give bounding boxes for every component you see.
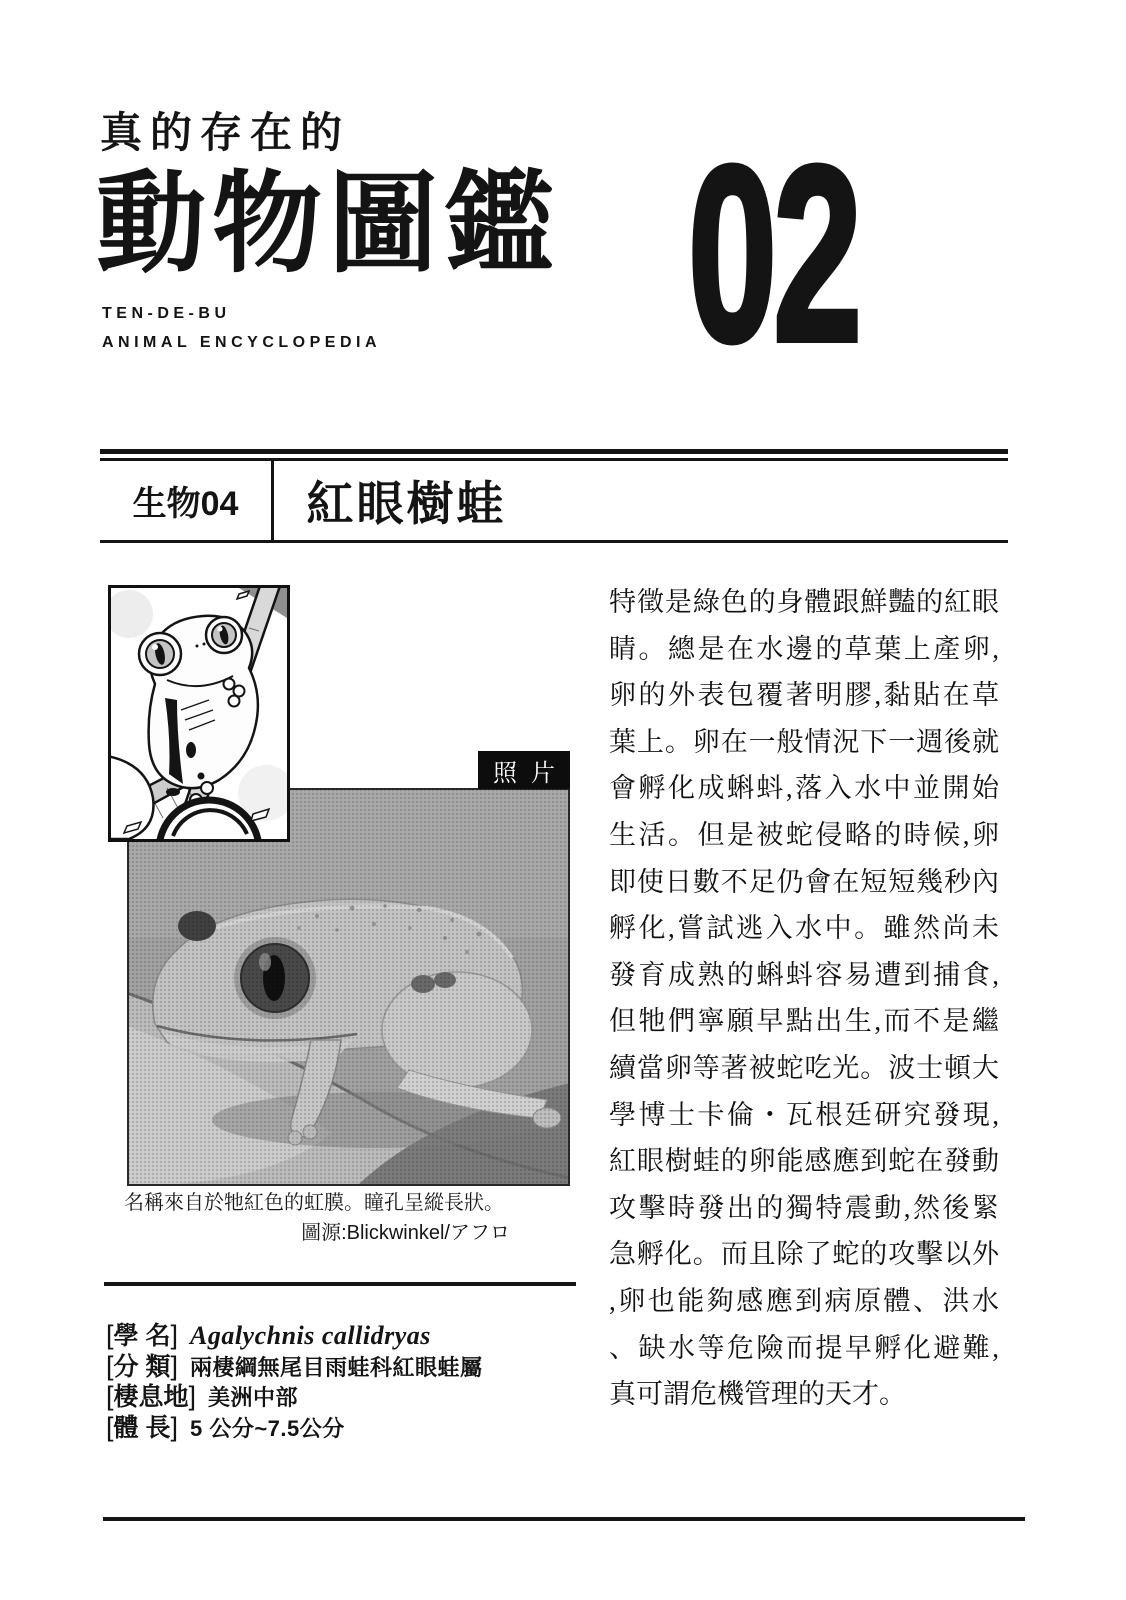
body-line: 但牠們寧願早點出生,而不是繼 bbox=[609, 1006, 999, 1037]
info-row-scientific-name: [ 學 名 ] Agalychnis callidryas bbox=[106, 1316, 586, 1347]
body-line: 攻擊時發出的獨特震動,然後緊 bbox=[609, 1192, 999, 1223]
body-line: 即使日數不足仍會在短短幾秒內 bbox=[609, 866, 999, 897]
info-divider-rule bbox=[104, 1282, 576, 1286]
header-rule-bottom bbox=[100, 540, 1008, 544]
series-subtitle bbox=[102, 299, 381, 357]
header-row bbox=[100, 461, 1008, 540]
body-line: 真可謂危機管理的天才。 bbox=[609, 1379, 906, 1410]
frog-eye bbox=[234, 937, 316, 1019]
body-line: 、缺水等危險而提早孵化避難, bbox=[609, 1332, 999, 1363]
header-rule-thick bbox=[100, 449, 1008, 454]
manga-frog-art bbox=[111, 588, 287, 839]
body-line: 續當卵等著被蛇吃光。波士頓大 bbox=[609, 1052, 999, 1083]
body-line: 孵化,嘗試逃入水中。雖然尚未 bbox=[609, 913, 999, 944]
photo-tag-label: 照片 bbox=[493, 759, 569, 787]
body-line: 葉上。卵在一般情況下一週後就 bbox=[609, 726, 999, 757]
caption-source: 圖源:Blickwinkel/アフロ bbox=[301, 1222, 510, 1244]
caption-text: 名稱來自於牠紅色的虹膜。瞳孔呈縱長狀。 bbox=[124, 1192, 504, 1214]
body-line: 紅眼樹蛙的卵能感應到蛇在發動 bbox=[609, 1146, 999, 1177]
chapter-number: 02 bbox=[688, 114, 859, 393]
body-line: 會孵化成蝌蚪,落入水中並開始 bbox=[609, 773, 999, 804]
page-bottom-rule bbox=[103, 1517, 1025, 1521]
creature-number-label: 生物04 bbox=[132, 484, 239, 523]
species-info-list bbox=[106, 1316, 586, 1442]
series-title: 動物圖鑑 bbox=[96, 164, 560, 286]
frog-photograph bbox=[127, 788, 570, 1186]
info-value: 5 公分~7.5公分 bbox=[189, 1415, 345, 1441]
body-line: 急孵化。而且除了蛇的攻擊以外 bbox=[609, 1239, 999, 1270]
info-row-body-length: [ 體 長 ] 5 公分~7.5公分 bbox=[106, 1408, 586, 1439]
info-label: 學 名 bbox=[113, 1322, 171, 1350]
series-tagline: 真的存在的 bbox=[100, 109, 351, 156]
body-line: 生活。但是被蛇侵略的時候,卵 bbox=[609, 819, 999, 850]
section-header bbox=[100, 449, 1008, 543]
body-line: 睛。總是在水邊的草葉上產卵, bbox=[609, 633, 999, 664]
body-line: 學博士卡倫・瓦根廷研究發現, bbox=[609, 1099, 999, 1130]
body-line: ,卵也能夠感應到病原體、洪水 bbox=[609, 1285, 999, 1316]
series-subtitle-line1: TEN-DE-BU bbox=[102, 305, 231, 322]
info-value: Agalychnis callidryas bbox=[189, 1321, 431, 1350]
series-subtitle-line2: ANIMAL ENCYCLOPEDIA bbox=[102, 334, 381, 351]
body-line: 卵的外表包覆著明膠,黏貼在草 bbox=[609, 680, 999, 711]
info-label: 棲息地 bbox=[113, 1383, 189, 1411]
info-value: 兩棲綱無尾目雨蛙科紅眼蛙屬 bbox=[189, 1354, 483, 1380]
photo-caption bbox=[124, 1188, 510, 1248]
frog-photo-art bbox=[127, 788, 570, 1186]
body-line: 特徵是綠色的身體跟鮮豔的紅眼 bbox=[609, 587, 999, 617]
manga-frog-illustration bbox=[108, 585, 290, 842]
description-text bbox=[609, 579, 999, 1418]
info-label: 體 長 bbox=[113, 1413, 171, 1442]
creature-name-title: 紅眼樹蛙 bbox=[306, 476, 507, 530]
photo-tag bbox=[478, 751, 570, 789]
info-label: 分 類 bbox=[113, 1352, 171, 1381]
body-line: 發育成熟的蝌蚪容易遭到捕食, bbox=[609, 959, 999, 990]
info-row-habitat: [ 棲息地 ] 美洲中部 bbox=[106, 1377, 586, 1408]
info-value: 美洲中部 bbox=[208, 1385, 299, 1410]
info-row-classification: [ 分 類 ] 兩棲綱無尾目雨蛙科紅眼蛙屬 bbox=[106, 1347, 586, 1378]
far-eye bbox=[178, 911, 216, 941]
